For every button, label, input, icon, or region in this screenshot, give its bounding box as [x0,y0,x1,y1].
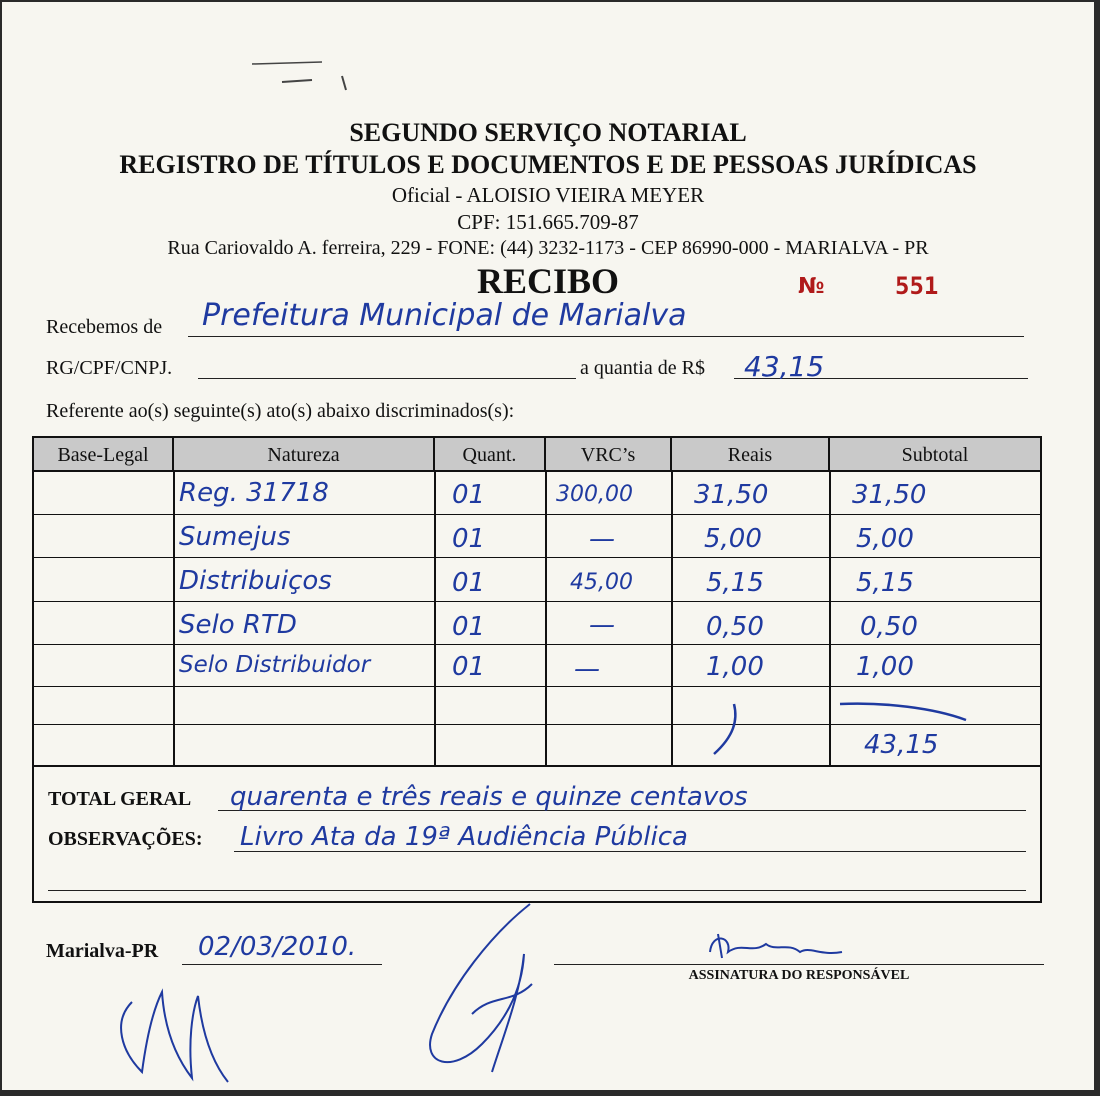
row2-reais: 5,00 [704,524,762,554]
row3-vrc: 45,00 [570,570,633,595]
scan-marks [242,54,362,94]
place-label: Marialva-PR [46,940,159,962]
total-underline-stroke [834,698,974,728]
row5-vrc: — [574,654,600,684]
signature-label: ASSINATURA DO RESPONSÁVEL [688,968,910,983]
receipt-number: 551 [895,272,939,300]
table-total-value: 43,15 [864,730,939,760]
row-divider [34,644,1040,645]
row1-natureza: Reg. 31718 [179,478,329,508]
row4-reais: 0,50 [706,612,764,642]
large-signature [412,894,562,1084]
rg-line [198,378,576,379]
col-header-natureza: Natureza [174,438,435,472]
row2-vrc: — [589,524,615,554]
col-header-quant: Quant. [435,438,546,472]
hand-stroke [694,700,754,760]
row1-quant: 01 [452,480,486,510]
row1-subtotal: 31,50 [852,480,927,510]
observations-line-2 [48,890,1026,891]
header-line2: REGISTRO DE TÍTULOS E DOCUMENTOS E DE PESSOAS JURÍDICAS [119,150,977,179]
row1-reais: 31,50 [694,480,769,510]
rg-label: RG/CPF/CNPJ. [46,357,173,379]
row2-quant: 01 [452,524,486,554]
row3-quant: 01 [452,568,486,598]
receipt-document [2,2,1094,1090]
receipt-number-symbol: № [798,274,825,299]
col-header-reais: Reais [672,438,830,472]
row3-subtotal: 5,15 [856,568,914,598]
row1-vrc: 300,00 [556,482,633,507]
row4-vrc: — [589,610,615,640]
received-line [188,336,1024,337]
row5-subtotal: 1,00 [856,652,914,682]
row2-natureza: Sumejus [179,522,291,552]
col-divider [545,472,547,766]
row5-natureza: Selo Distribuidor [179,652,371,678]
received-label: Recebemos de [46,316,163,338]
initials-signature [102,982,242,1090]
date-value: 02/03/2010. [198,932,357,962]
col-header-base-legal: Base-Legal [34,438,174,472]
header-address: Rua Cariovaldo A. ferreira, 229 - FONE: (44) 3232-1173 - CEP 86990-000 - MARIALVA - PR [167,237,929,259]
row4-quant: 01 [452,612,486,642]
total-general-label: TOTAL GERAL [48,788,192,810]
row5-reais: 1,00 [706,652,764,682]
row2-subtotal: 5,00 [856,524,914,554]
col-header-subtotal: Subtotal [830,438,1040,472]
responsible-signature [692,922,862,970]
row-divider [34,686,1040,687]
observations-label: OBSERVAÇÕES: [48,828,203,850]
total-general-text: quarenta e três reais e quinze centavos [230,782,748,812]
refers-label: Referente ao(s) seguinte(s) ato(s) abaixo discriminados(s): [46,400,515,422]
header-line1: SEGUNDO SERVIÇO NOTARIAL [349,118,747,147]
row-divider [34,601,1040,602]
header-official: Oficial - ALOISIO VIEIRA MEYER [391,183,705,207]
row-divider [34,514,1040,515]
row4-subtotal: 0,50 [860,612,918,642]
col-divider [671,472,673,766]
amount-value: 43,15 [744,350,825,383]
col-divider [829,472,831,766]
row3-natureza: Distribuiços [179,566,332,596]
page-title: RECIBO [476,261,620,301]
header-cpf: CPF: 151.665.709-87 [457,210,639,234]
col-header-vrc: VRC’s [546,438,672,472]
amount-label: a quantia de R$ [580,357,705,379]
received-value: Prefeitura Municipal de Marialva [202,298,687,333]
observations-text: Livro Ata da 19ª Audiência Pública [240,822,688,852]
table-body-bottom [34,765,1040,767]
date-line [182,964,382,965]
col-divider [173,472,175,766]
row3-reais: 5,15 [706,568,764,598]
row-divider [34,557,1040,558]
acts-table [32,436,1042,903]
row5-quant: 01 [452,652,486,682]
col-divider [434,472,436,766]
row4-natureza: Selo RTD [179,610,297,640]
